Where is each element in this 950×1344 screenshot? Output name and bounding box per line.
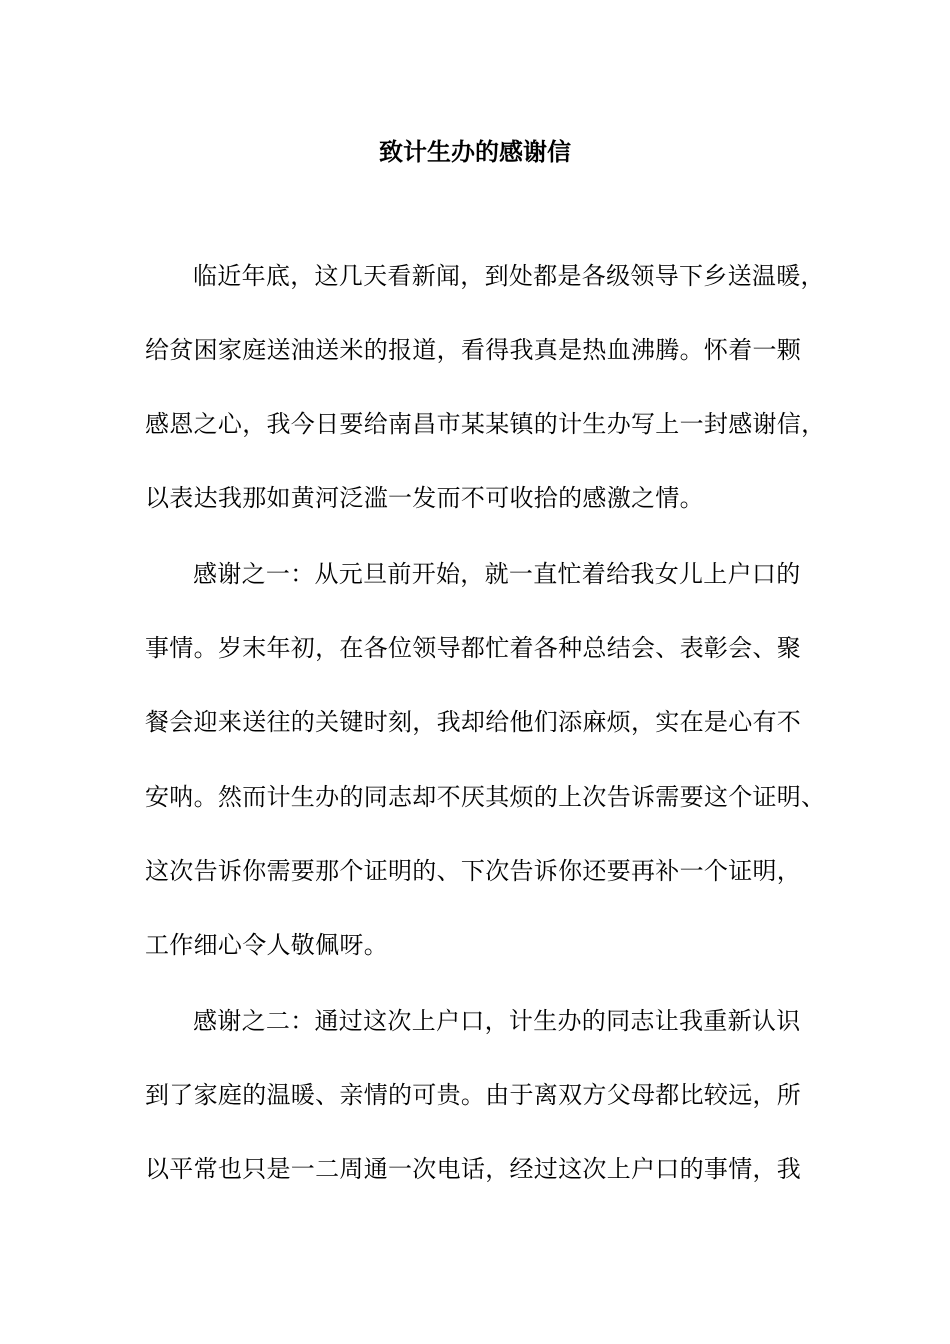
text-line: 感谢之一：从元旦前开始，就一直忙着给我女儿上户口的 <box>193 560 801 588</box>
text-line: 安呐。然而计生办的同志却不厌其烦的上次告诉需要这个证明、 <box>145 783 826 811</box>
text-line: 事情。岁末年初，在各位领导都忙着各种总结会、表彰会、聚 <box>145 634 802 662</box>
text-line: 到了家庭的温暖、亲情的可贵。由于离双方父母都比较远，所 <box>145 1081 802 1109</box>
text-line: 感恩之心，我今日要给南昌市某某镇的计生办写上一封感谢信， <box>145 410 826 438</box>
text-line: 工作细心令人敬佩呀。 <box>145 931 388 959</box>
text-line: 临近年底，这几天看新闻，到处都是各级领导下乡送温暖， <box>193 262 825 290</box>
document-title: 致计生办的感谢信 <box>379 138 571 166</box>
text-line: 以平常也只是一二周通一次电话，经过这次上户口的事情，我 <box>145 1155 802 1183</box>
text-line: 餐会迎来送往的关键时刻，我却给他们添麻烦，实在是心有不 <box>145 708 802 736</box>
text-line: 这次告诉你需要那个证明的、下次告诉你还要再补一个证明， <box>145 857 802 885</box>
text-line: 以表达我那如黄河泛滥一发而不可收拾的感激之情。 <box>145 484 704 512</box>
text-line: 感谢之二：通过这次上户口，计生办的同志让我重新认识 <box>193 1007 801 1035</box>
text-line: 给贫困家庭送油送米的报道，看得我真是热血沸腾。怀着一颗 <box>145 336 802 364</box>
